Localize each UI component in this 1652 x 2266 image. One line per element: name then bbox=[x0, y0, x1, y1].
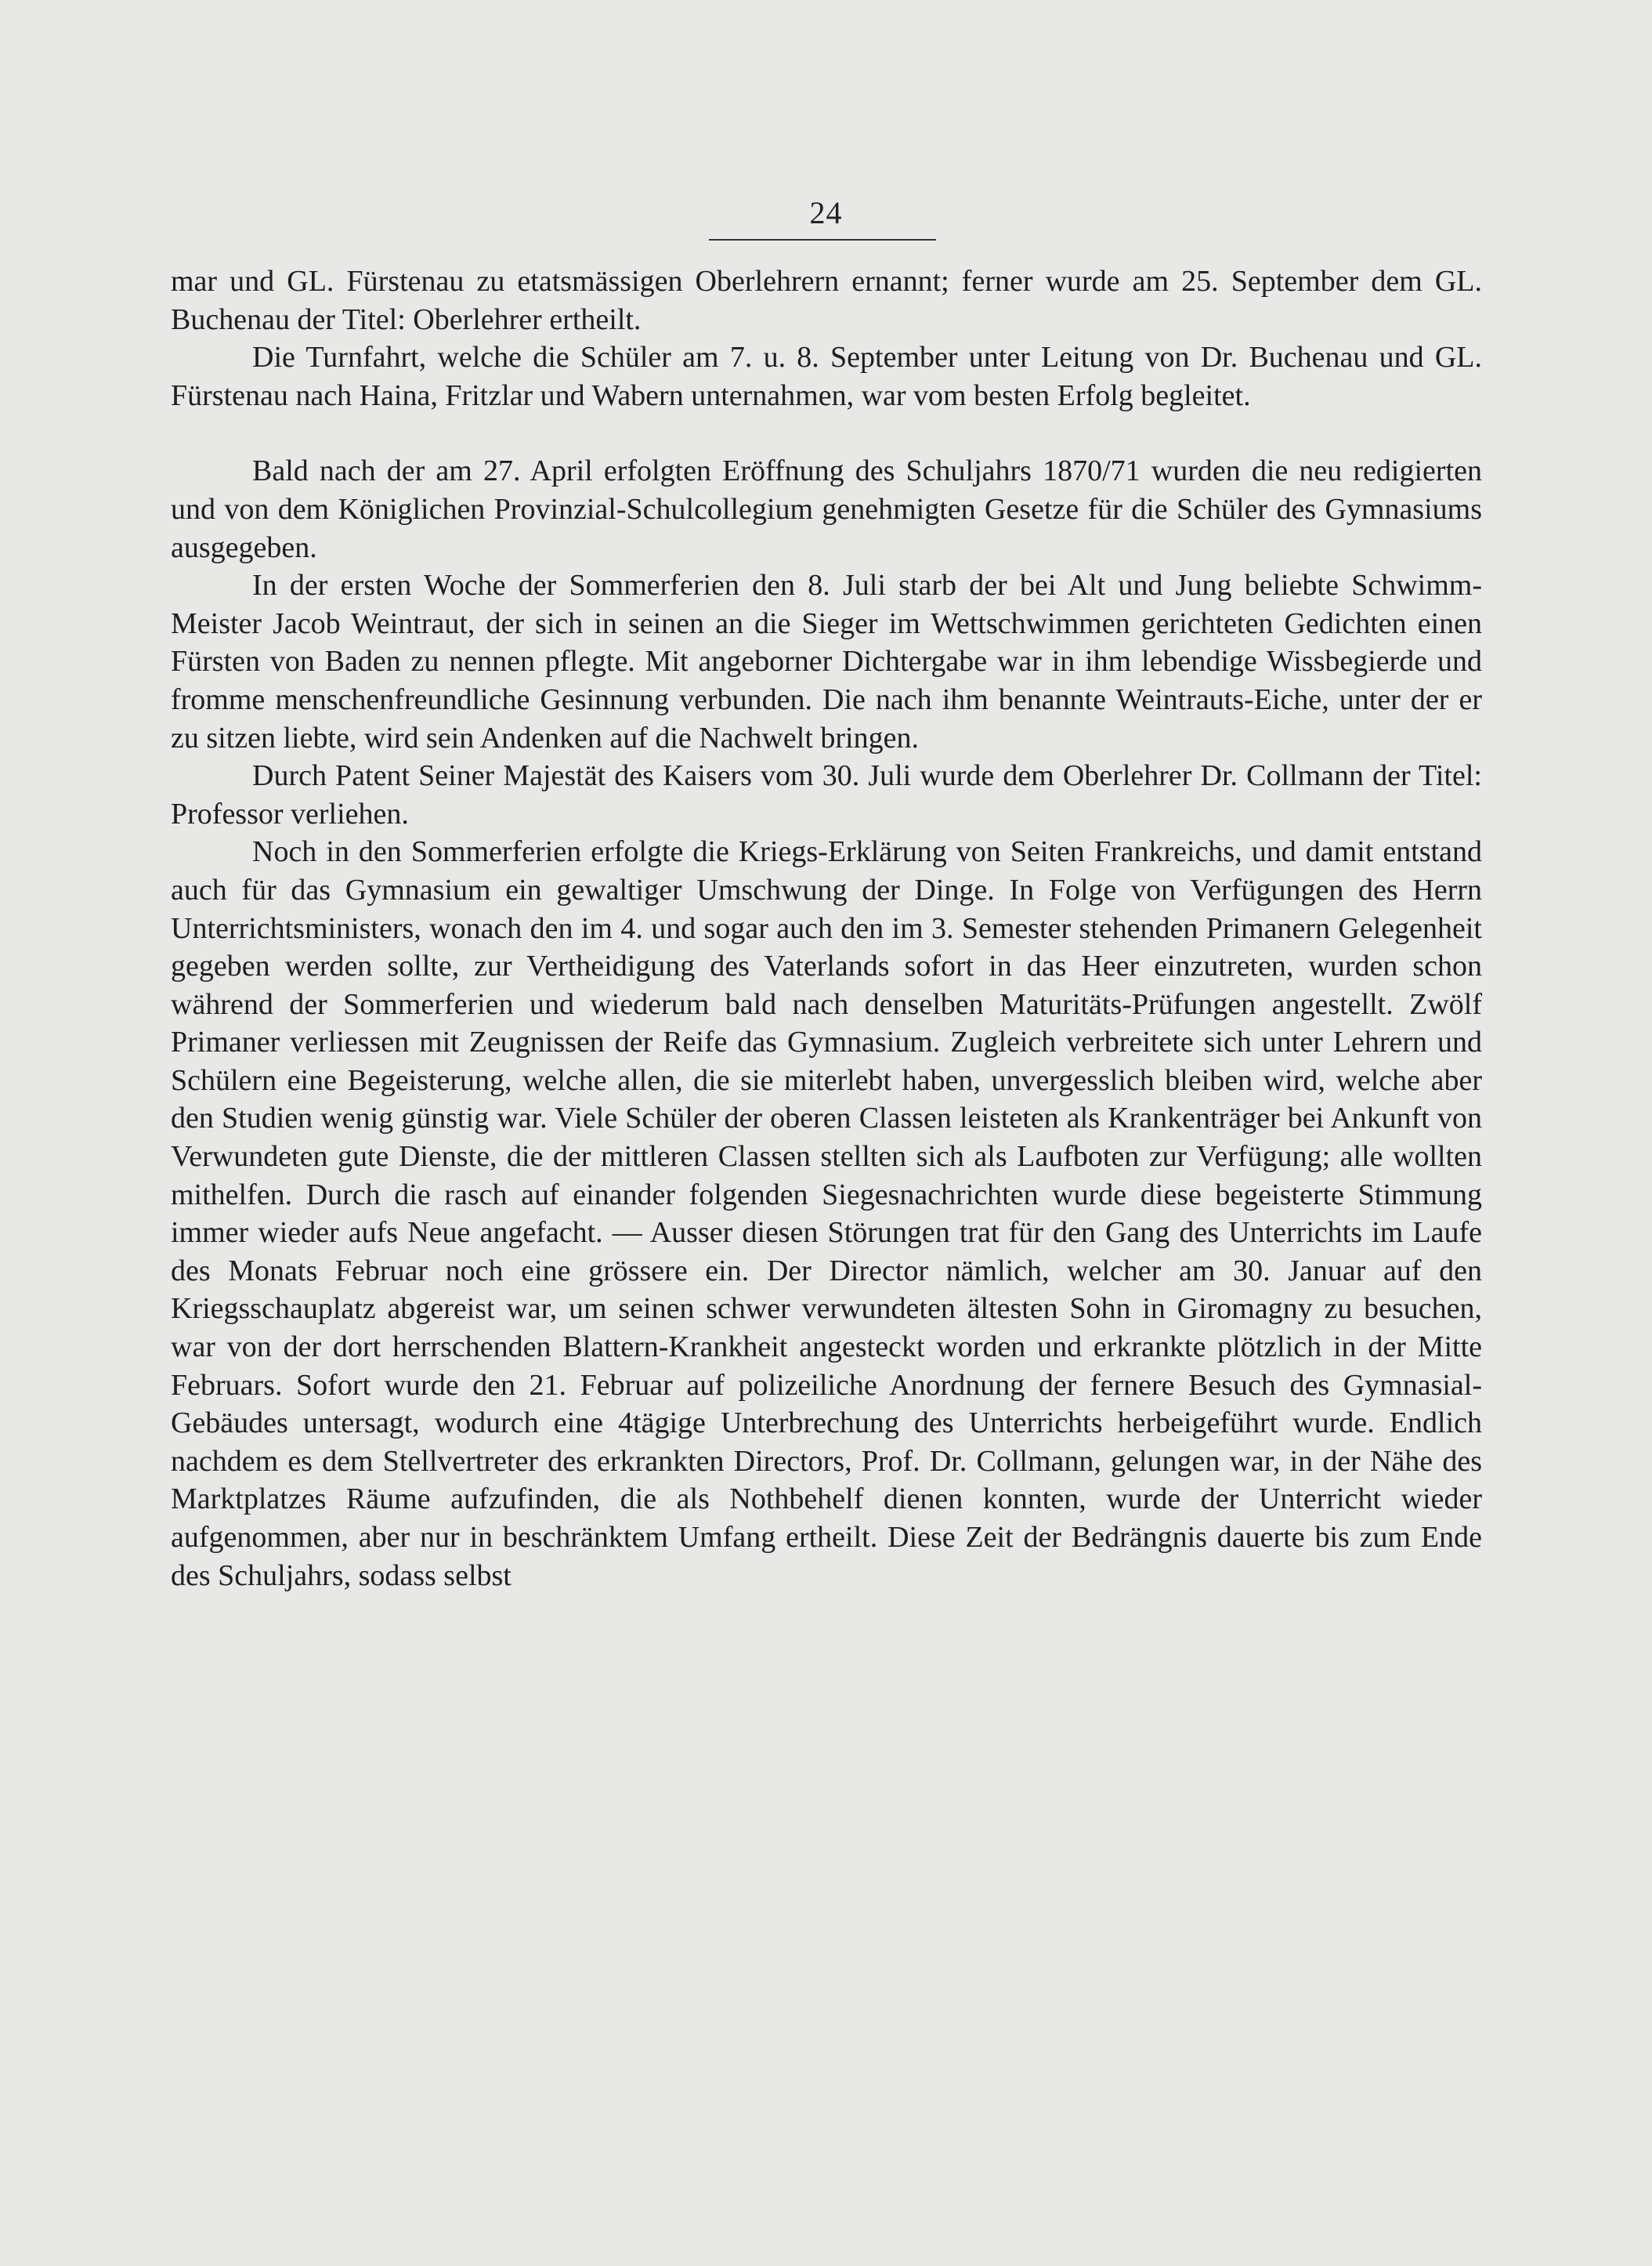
paragraph-collmann: Durch Patent Seiner Majestät des Kaisers vom 30. Juli wurde dem Oberlehrer Dr. Collmann der Titel: Professor verliehen. bbox=[171, 759, 1482, 831]
paragraph-continuation: mar und GL. Fürstenau zu etatsmässigen Oberlehrern ernannt; ferner wurde am 25. September dem GL. Buchenau der Titel: Oberlehrer ertheilt. bbox=[171, 265, 1482, 336]
paragraph-weintraut: In der ersten Woche der Sommerferien den 8. Juli starb der bei Alt und Jung beliebte Schwimm-Meister Jacob Weintraut, der sich in seinen an die Sieger im Wettschwimmen gerichteten Gedichten einen Fürsten von Baden zu nennen pflegte. Mit angeborner Dichtergabe war in ihm lebendige Wissbegierde und fromme menschenfreundliche Gesinnung verbunden. Die nach ihm benannte Weintrauts-Eiche, unter der er zu sitzen liebte, wird sein Andenken auf die Nachwelt bringen. bbox=[171, 569, 1482, 755]
paragraph-kriegs-erklaerung: Noch in den Sommerferien erfolgte die Kriegs-Erklärung von Seiten Frankreichs, und damit entstand auch für das Gymnasium ein gewaltiger Umschwung der Dinge. In Folge von Verfügungen des Herrn Unterrichtsministers, wonach den im 4. und sogar auch den im 3. Semester stehenden Primanern Gelegenheit gegeben werden sollte, zur Vertheidigung des Vaterlands sofort in das Heer einzutreten, wurden schon während der Sommerferien und wiederum bald nach denselben Maturitäts-Prüfungen angestellt. Zwölf Primaner verliessen mit Zeugnissen der Reife das Gymnasium. Zugleich verbreitete sich unter Lehrern und Schülern eine Begeisterung, welche allen, die sie miterlebt haben, unvergesslich bleiben wird, welche aber den Studien wenig günstig war. Viele Schüler der oberen Classen leisteten als Krankenträger bei Ankunft von Verwundeten gute Dienste, die der mittleren Classen stellten sich als Laufboten zur Verfügung; alle wollten mithelfen. Durch die rasch auf einander folgenden Siegesnachrichten wurde diese begeisterte Stimmung immer wieder aufs Neue angefacht. — Ausser diesen Störungen trat für den Gang des Unterrichts im Laufe des Monats Februar noch eine grössere ein. Der Director nämlich, welcher am 30. Januar auf den Kriegsschauplatz abgereist war, um seinen schwer verwundeten ältesten Sohn in Giromagny zu besuchen, war von der dort herrschenden Blattern-Krankheit angesteckt worden und erkrankte plötzlich in der Mitte Februars. Sofort wurde den 21. Februar auf polizeiliche Anordnung der fernere Besuch des Gymnasial-Gebäudes untersagt, wodurch eine 4tägige Unterbrechung des Unterrichts herbeigeführt wurde. Endlich nachdem es dem Stellvertreter des erkrankten Directors, Prof. Dr. Collmann, gelungen war, in der Nähe des Marktplatzes Räume aufzufinden, die als Nothbehelf dienen konnten, wurde der Unterricht wieder aufgenommen, aber nur in beschränktem Umfang ertheilt. Diese Zeit der Bedrängnis dauerte bis zum Ende des Schuljahrs, sodass selbst bbox=[171, 835, 1482, 1592]
page-number: 24 bbox=[809, 195, 843, 230]
paragraph-turnfahrt: Die Turnfahrt, welche die Schüler am 7. u. 8. September unter Leitung von Dr. Buchenau und GL. Fürstenau nach Haina, Fritzlar und Wabern unternahmen, war vom besten Erfolg begleitet. bbox=[171, 341, 1482, 412]
body-text bbox=[171, 262, 1482, 1595]
page-number-rule bbox=[709, 239, 936, 241]
paragraph-schuljahr: Bald nach der am 27. April erfolgten Eröffnung des Schuljahrs 1870/71 wurden die neu redigierten und von dem Königlichen Provinzial-Schulcollegium genehmigten Gesetze für die Schüler des Gymnasiums ausgegeben. bbox=[171, 454, 1482, 564]
